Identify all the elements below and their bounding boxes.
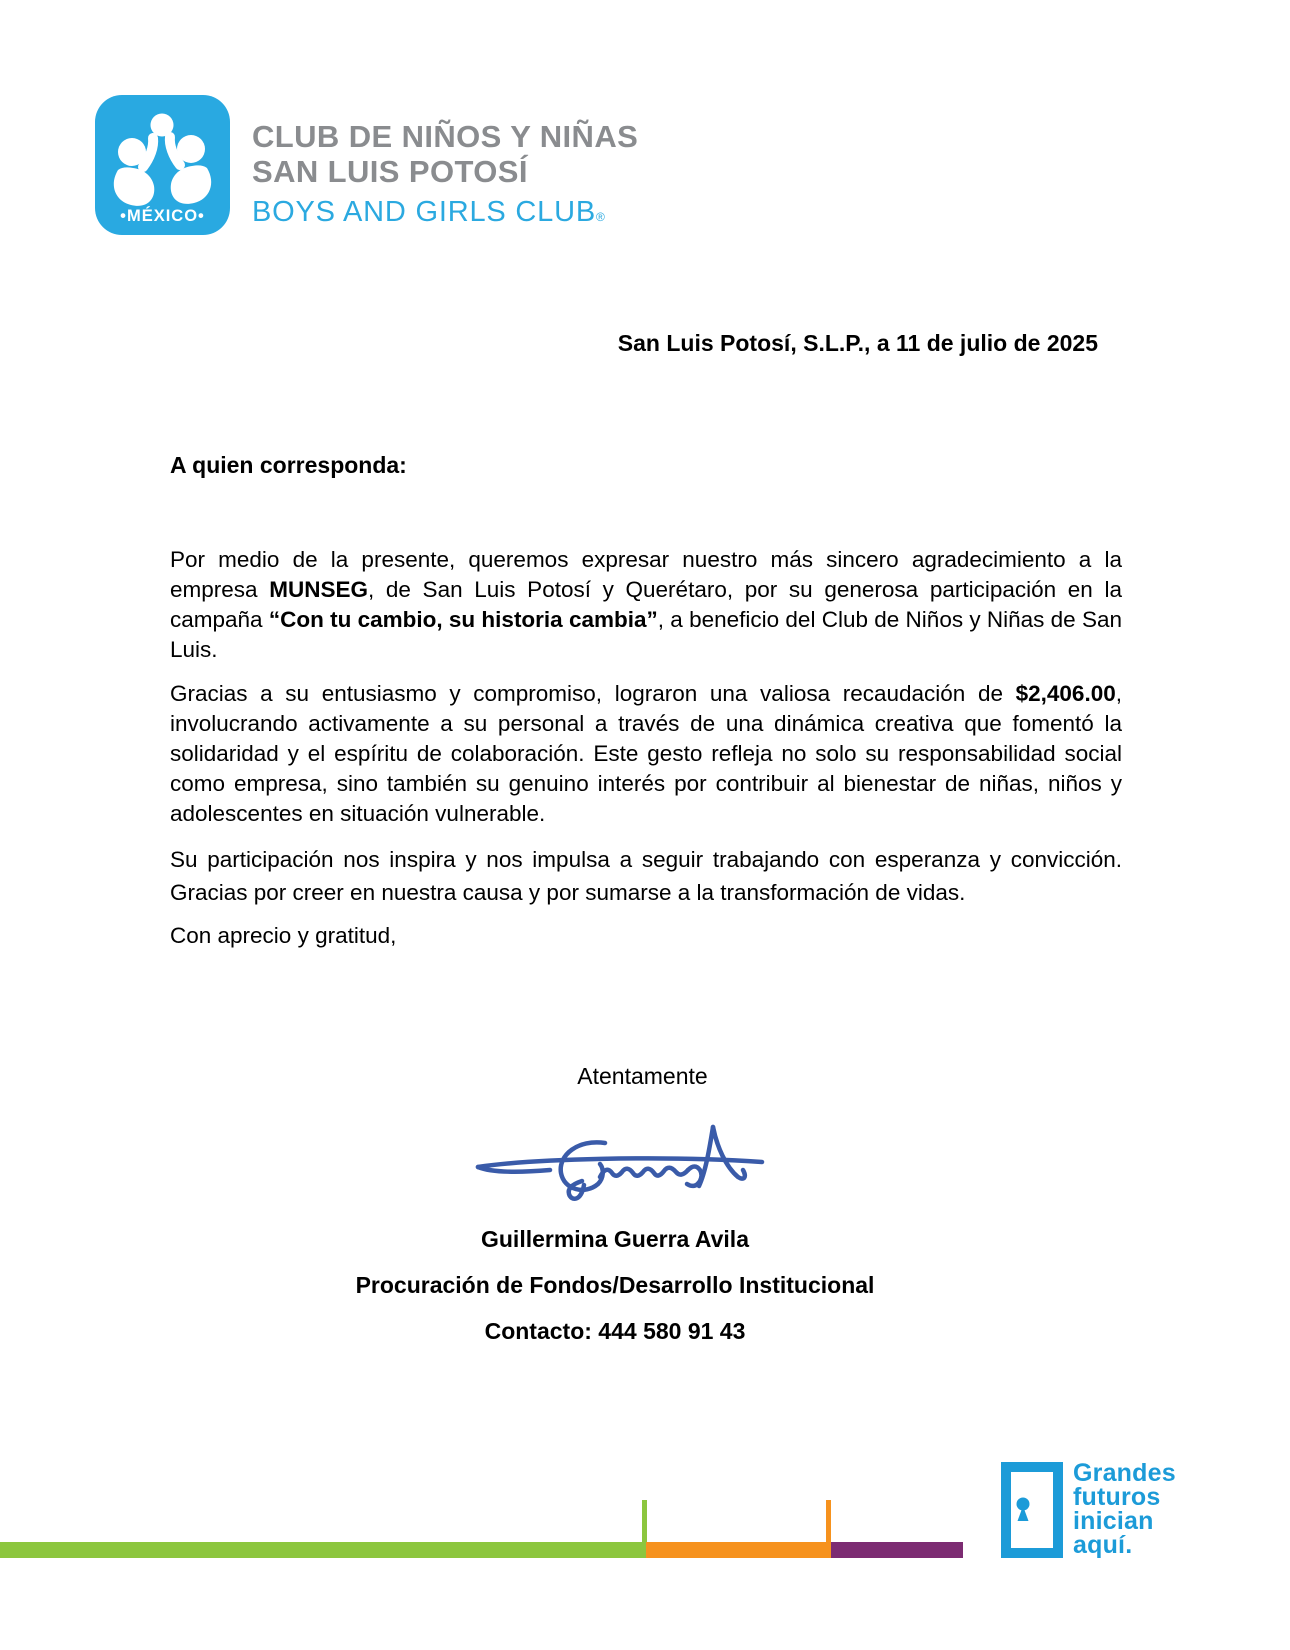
org-names bbox=[252, 95, 638, 235]
signer-contact: Contacto: 444 580 91 43 bbox=[484, 1318, 746, 1344]
signer-title: Procuración de Fondos/Desarrollo Institucional bbox=[355, 1272, 875, 1298]
footer-bar-orange bbox=[646, 1542, 831, 1558]
club-logo-svg bbox=[95, 95, 230, 235]
tagline-line-1: Grandes bbox=[1073, 1459, 1176, 1487]
letter-body bbox=[170, 545, 1122, 949]
footer-tagline bbox=[1073, 1461, 1176, 1557]
tagline-line-4: aquí. bbox=[1073, 1531, 1133, 1559]
footer-bar-purple bbox=[831, 1542, 963, 1558]
closing-line: Con aprecio y gratitud, bbox=[170, 923, 397, 948]
footer-tick-orange bbox=[826, 1500, 831, 1542]
date-line: San Luis Potosí, S.L.P., a 11 de julio de 2025 bbox=[617, 330, 1098, 356]
signature-image bbox=[470, 1115, 770, 1203]
salutation: A quien corresponda: bbox=[170, 452, 407, 478]
paragraph-3: Su participación nos inspira y nos impulsa a seguir trabajando con esperanza y convicción. Gracias por creer en nuestra causa y por sumarse a la transformación de vidas. bbox=[170, 847, 1122, 905]
org-name-line3 bbox=[252, 196, 638, 234]
paragraph-1: Por medio de la presente, queremos expresar nuestro más sincero agradecimiento a la empresa MUNSEG, de San Luis Potosí y Querétaro, por su generosa participación en la campaña “Con tu cambio, su historia cambia”, a beneficio del Club de Niños y Niñas de San Luis. bbox=[170, 547, 1123, 662]
tagline-line-2: futuros bbox=[1073, 1483, 1161, 1511]
paragraph-2: Gracias a su entusiasmo y compromiso, lograron una valiosa recaudación de $2,406.00, involucrando activamente a su personal a través de una dinámica creativa que fomentó la solidaridad y el espíritu de colaboración. Este gesto refleja no solo su responsabilidad social como empresa, sino también su genuino interés por contribuir al bienestar de niñas, niños y adolescentes en situación vulnerable. bbox=[170, 681, 1122, 826]
footer-tick-green bbox=[642, 1500, 647, 1542]
org-name-line2: SAN LUIS POTOSÍ bbox=[252, 154, 528, 189]
signer-name: Guillermina Guerra Avila bbox=[480, 1226, 749, 1252]
logo-badge-text: •MÉXICO• bbox=[120, 207, 205, 225]
door-icon bbox=[1001, 1462, 1063, 1558]
footer-bar-green bbox=[0, 1542, 646, 1558]
signature-svg bbox=[470, 1115, 770, 1203]
tagline-line-3: inician bbox=[1073, 1507, 1154, 1535]
signoff: Atentamente bbox=[577, 1063, 708, 1089]
club-logo-icon bbox=[95, 95, 230, 235]
org-name-line3-text: BOYS AND GIRLS CLUB bbox=[252, 196, 596, 228]
letterhead bbox=[95, 95, 638, 235]
org-name-line1: CLUB DE NIÑOS Y NIÑAS bbox=[252, 119, 639, 154]
registered-mark: ® bbox=[595, 210, 606, 224]
door-svg bbox=[1001, 1462, 1063, 1558]
